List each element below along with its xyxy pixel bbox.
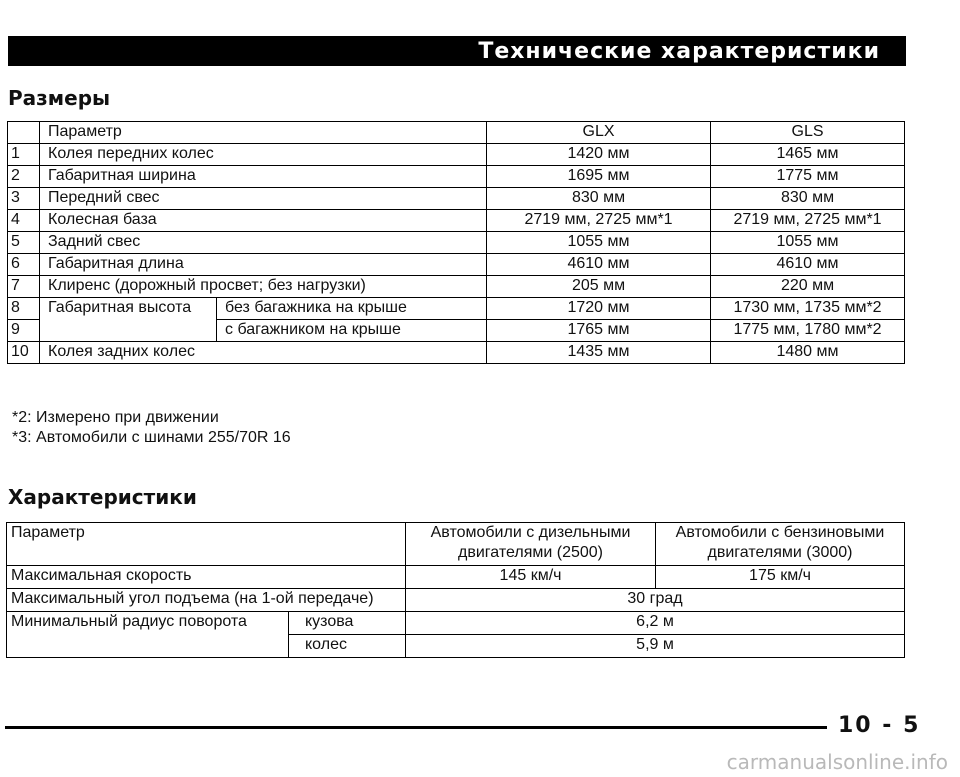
dimension-row bbox=[8, 188, 905, 210]
dimensions-title: Размеры bbox=[8, 86, 111, 110]
row-param: Габаритная ширина bbox=[40, 166, 487, 188]
dimension-row bbox=[8, 232, 905, 254]
row-glx-value: 2719 мм, 2725 мм*1 bbox=[487, 210, 711, 232]
dimensions-header-row bbox=[8, 122, 905, 144]
dimension-row bbox=[8, 342, 905, 364]
row-glx-value: 205 мм bbox=[487, 276, 711, 298]
row-number: 3 bbox=[8, 188, 40, 210]
row-number: 8 bbox=[8, 298, 40, 320]
dimension-row bbox=[8, 210, 905, 232]
turn-radius-label: Минимальный радиус поворота bbox=[7, 612, 289, 658]
max-speed-label: Максимальная скорость bbox=[7, 566, 406, 589]
turn-radius-wheel-value: 5,9 м bbox=[406, 635, 905, 658]
row-param: Габаритная длина bbox=[40, 254, 487, 276]
row-gls-value: 1465 мм bbox=[711, 144, 905, 166]
row-glx-value: 1055 мм bbox=[487, 232, 711, 254]
row-glx-value: 830 мм bbox=[487, 188, 711, 210]
dimensions-table bbox=[7, 121, 905, 364]
max-speed-row bbox=[7, 566, 905, 589]
row-param: Задний свес bbox=[40, 232, 487, 254]
row-param: Передний свес bbox=[40, 188, 487, 210]
row-glx-value: 1765 мм bbox=[487, 320, 711, 342]
row-param: Клиренс (дорожный просвет; без нагрузки) bbox=[40, 276, 487, 298]
header-param: Параметр bbox=[40, 122, 487, 144]
row-number: 1 bbox=[8, 144, 40, 166]
row-param: Колесная база bbox=[40, 210, 487, 232]
header-gls: GLS bbox=[711, 122, 905, 144]
row-glx-value: 1695 мм bbox=[487, 166, 711, 188]
row-glx-value: 1420 мм bbox=[487, 144, 711, 166]
row-gls-value: 1775 мм, 1780 мм*2 bbox=[711, 320, 905, 342]
header-band bbox=[8, 36, 906, 66]
row-number: 2 bbox=[8, 166, 40, 188]
row-gls-value: 2719 мм, 2725 мм*1 bbox=[711, 210, 905, 232]
header-diesel bbox=[406, 523, 656, 566]
dimension-row bbox=[8, 276, 905, 298]
max-speed-petrol: 175 км/ч bbox=[656, 566, 905, 589]
turn-radius-wheel-label: колес bbox=[289, 635, 406, 658]
row-gls-value: 1730 мм, 1735 мм*2 bbox=[711, 298, 905, 320]
header-diesel-line2: двигателями (2500) bbox=[458, 544, 603, 561]
footnote-1: *2: Измерено при движении bbox=[12, 409, 219, 426]
turn-radius-body-row bbox=[7, 612, 905, 635]
row-number: 6 bbox=[8, 254, 40, 276]
characteristics-title: Характеристики bbox=[8, 485, 197, 509]
footnote-2: *3: Автомобили с шинами 255/70R 16 bbox=[12, 429, 291, 446]
row-param: Габаритная высота bbox=[40, 298, 217, 342]
max-climb-label: Максимальный угол подъема (на 1-ой передаче) bbox=[7, 589, 406, 612]
turn-radius-body-label: кузова bbox=[289, 612, 406, 635]
row-gls-value: 4610 мм bbox=[711, 254, 905, 276]
header-diesel-line1: Автомобили с дизельными bbox=[430, 524, 631, 541]
max-climb-value: 30 град bbox=[406, 589, 905, 612]
watermark: carmanualsonline.info bbox=[726, 750, 948, 774]
page-header-title: Технические характеристики bbox=[478, 39, 880, 64]
row-glx-value: 4610 мм bbox=[487, 254, 711, 276]
header-num-cell bbox=[8, 122, 40, 144]
bottom-rule bbox=[5, 726, 827, 729]
row-gls-value: 830 мм bbox=[711, 188, 905, 210]
header-param: Параметр bbox=[7, 523, 406, 566]
page-number: 10 - 5 bbox=[838, 713, 921, 738]
dimension-row bbox=[8, 254, 905, 276]
dimension-row bbox=[8, 298, 905, 320]
row-glx-value: 1720 мм bbox=[487, 298, 711, 320]
max-speed-diesel: 145 км/ч bbox=[406, 566, 656, 589]
characteristics-header-row bbox=[7, 523, 905, 566]
row-number: 10 bbox=[8, 342, 40, 364]
dimension-row bbox=[8, 166, 905, 188]
row-gls-value: 1775 мм bbox=[711, 166, 905, 188]
row-param: Колея задних колес bbox=[40, 342, 487, 364]
row-number: 7 bbox=[8, 276, 40, 298]
max-climb-row bbox=[7, 589, 905, 612]
row-gls-value: 220 мм bbox=[711, 276, 905, 298]
row-gls-value: 1480 мм bbox=[711, 342, 905, 364]
header-glx: GLX bbox=[487, 122, 711, 144]
dimension-row bbox=[8, 144, 905, 166]
row-number: 4 bbox=[8, 210, 40, 232]
header-petrol-line2: двигателями (3000) bbox=[707, 544, 853, 561]
row-param: Колея передних колес bbox=[40, 144, 487, 166]
row-number: 9 bbox=[8, 320, 40, 342]
row-sub-param: без багажника на крыше bbox=[217, 298, 487, 320]
row-gls-value: 1055 мм bbox=[711, 232, 905, 254]
row-number: 5 bbox=[8, 232, 40, 254]
turn-radius-body-value: 6,2 м bbox=[406, 612, 905, 635]
characteristics-table bbox=[6, 522, 905, 658]
header-petrol bbox=[656, 523, 905, 566]
row-sub-param: с багажником на крыше bbox=[217, 320, 487, 342]
row-glx-value: 1435 мм bbox=[487, 342, 711, 364]
header-petrol-line1: Автомобили с бензиновыми bbox=[675, 524, 885, 541]
